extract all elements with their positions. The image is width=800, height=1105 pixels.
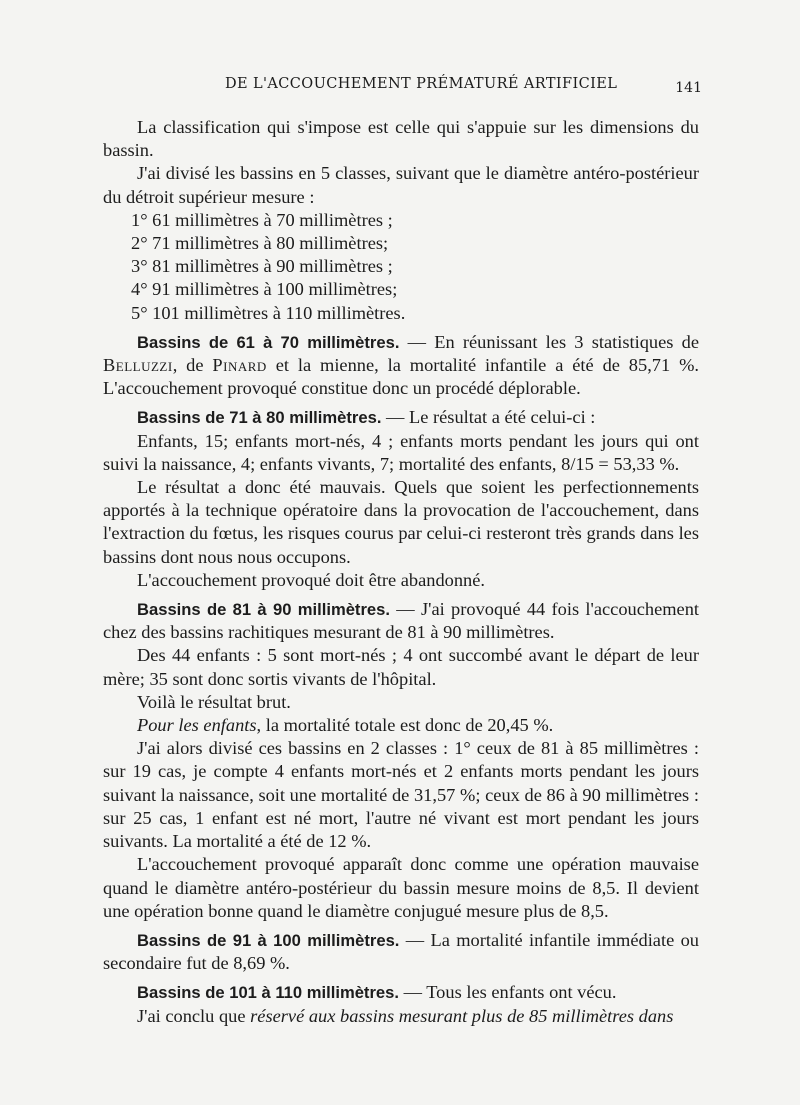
list-item: 5° 101 millimètres à 110 millimètres. <box>131 302 406 323</box>
section-text: — Le résultat a été celui-ci : <box>381 407 596 428</box>
paragraph: Le résultat a donc été mauvais. Quels que soient les perfectionnements apportés à la technique opératoire dans la provocation de l'accouchement, dans l'extraction du fœtus, les risques courus par celui-ci resteront très grands dans les bassins dont nous nous occupons. <box>103 477 699 567</box>
italic-phrase: réservé aux bassins mesurant plus de 85 millimètres dans <box>250 1005 674 1026</box>
section-text: J'ai conclu que <box>137 1005 251 1026</box>
page-body <box>103 116 699 1028</box>
section-heading: Bassins de 71 à 80 millimètres. <box>137 408 382 428</box>
section-text: — En réunissant les 3 statistiques de <box>399 331 699 352</box>
section-text: — J'ai provoqué 44 fois l'accouchement chez des bassins rachitiques mesurant de 81 à 90 millimètres. <box>103 599 700 643</box>
running-header <box>225 76 702 92</box>
paragraph: La classification qui s'impose est celle qui s'appuie sur les dimensions du bassin. <box>103 117 699 161</box>
paragraph: J'ai alors divisé ces bassins en 2 classes : 1° ceux de 81 à 85 millimètres : sur 19 cas, je compte 4 enfants mort-nés et 2 enfants morts pendant les jours suivant la naissance, soit une mortalité de 31,57 %; ceux de 86 à 90 millimètres : sur 25 cas, 1 enfant est né mort, l'autre né vivant est mort pendant les jours suivants. La mortalité a été de 12 %. <box>103 738 699 852</box>
list-item: 2° 71 millimètres à 80 millimètres; <box>131 233 389 254</box>
section-text: — La mortalité infantile immédiate ou secondaire fut de 8,69 %. <box>103 929 699 974</box>
section-91-100 <box>103 929 699 975</box>
author-name: Pinard <box>212 355 267 376</box>
italic-phrase: Pour les enfants <box>137 715 257 736</box>
paragraph: Enfants, 15; enfants mort-nés, 4 ; enfants morts pendant les jours qui ont suivi la naissance, 4; enfants vivants, 7; mortalité des enfants, 8/15 = 53,33 %. <box>103 430 699 474</box>
section-text: , la mortalité totale est donc de 20,45 %. <box>256 715 554 736</box>
paragraph <box>103 1005 699 1028</box>
section-heading: Bassins de 61 à 70 millimètres. <box>137 332 400 352</box>
paragraph: L'accouchement provoqué doit être abandonné. <box>137 569 485 590</box>
section-71-80 <box>103 406 699 429</box>
page-number: 141 <box>675 80 702 96</box>
paragraph <box>103 714 699 737</box>
paragraph: Des 44 enfants : 5 sont mort-nés ; 4 ont succombé avant le départ de leur mère; 35 sont donc sortis vivants de l'hôpital. <box>103 645 699 689</box>
running-title: DE L'ACCOUCHEMENT PRÉMATURÉ ARTIFICIEL <box>225 76 618 92</box>
section-101-110 <box>103 981 699 1004</box>
section-heading: Bassins de 81 à 90 millimètres. <box>137 600 390 620</box>
section-heading: Bassins de 91 à 100 millimètres. <box>137 930 400 950</box>
section-text: et la mienne, la mortalité infantile a été de 85,71 %. L'accouchement provoqué constitue donc un procédé déplorable. <box>103 355 699 399</box>
list-item: 1° 61 millimètres à 70 millimètres ; <box>131 209 393 230</box>
section-heading: Bassins de 101 à 110 millimètres. <box>137 983 399 1003</box>
section-81-90 <box>103 598 699 644</box>
paragraph: L'accouchement provoqué apparaît donc comme une opération mauvaise quand le diamètre antéro-postérieur du bassin mesure moins de 8,5. Il devient une opération bonne quand le diamètre conjugué mesure plus de 8,5. <box>103 854 699 921</box>
section-61-70 <box>103 331 699 401</box>
list-item: 4° 91 millimètres à 100 millimètres; <box>131 279 398 300</box>
paragraph: J'ai divisé les bassins en 5 classes, suivant que le diamètre antéro-postérieur du détroit supérieur mesure : <box>103 163 699 207</box>
section-text: , de <box>172 355 213 376</box>
section-text: — Tous les enfants ont vécu. <box>398 982 617 1003</box>
paragraph: Voilà le résultat brut. <box>137 691 291 712</box>
list-item: 3° 81 millimètres à 90 millimètres ; <box>131 256 393 277</box>
author-name: Belluzzi <box>103 355 173 376</box>
